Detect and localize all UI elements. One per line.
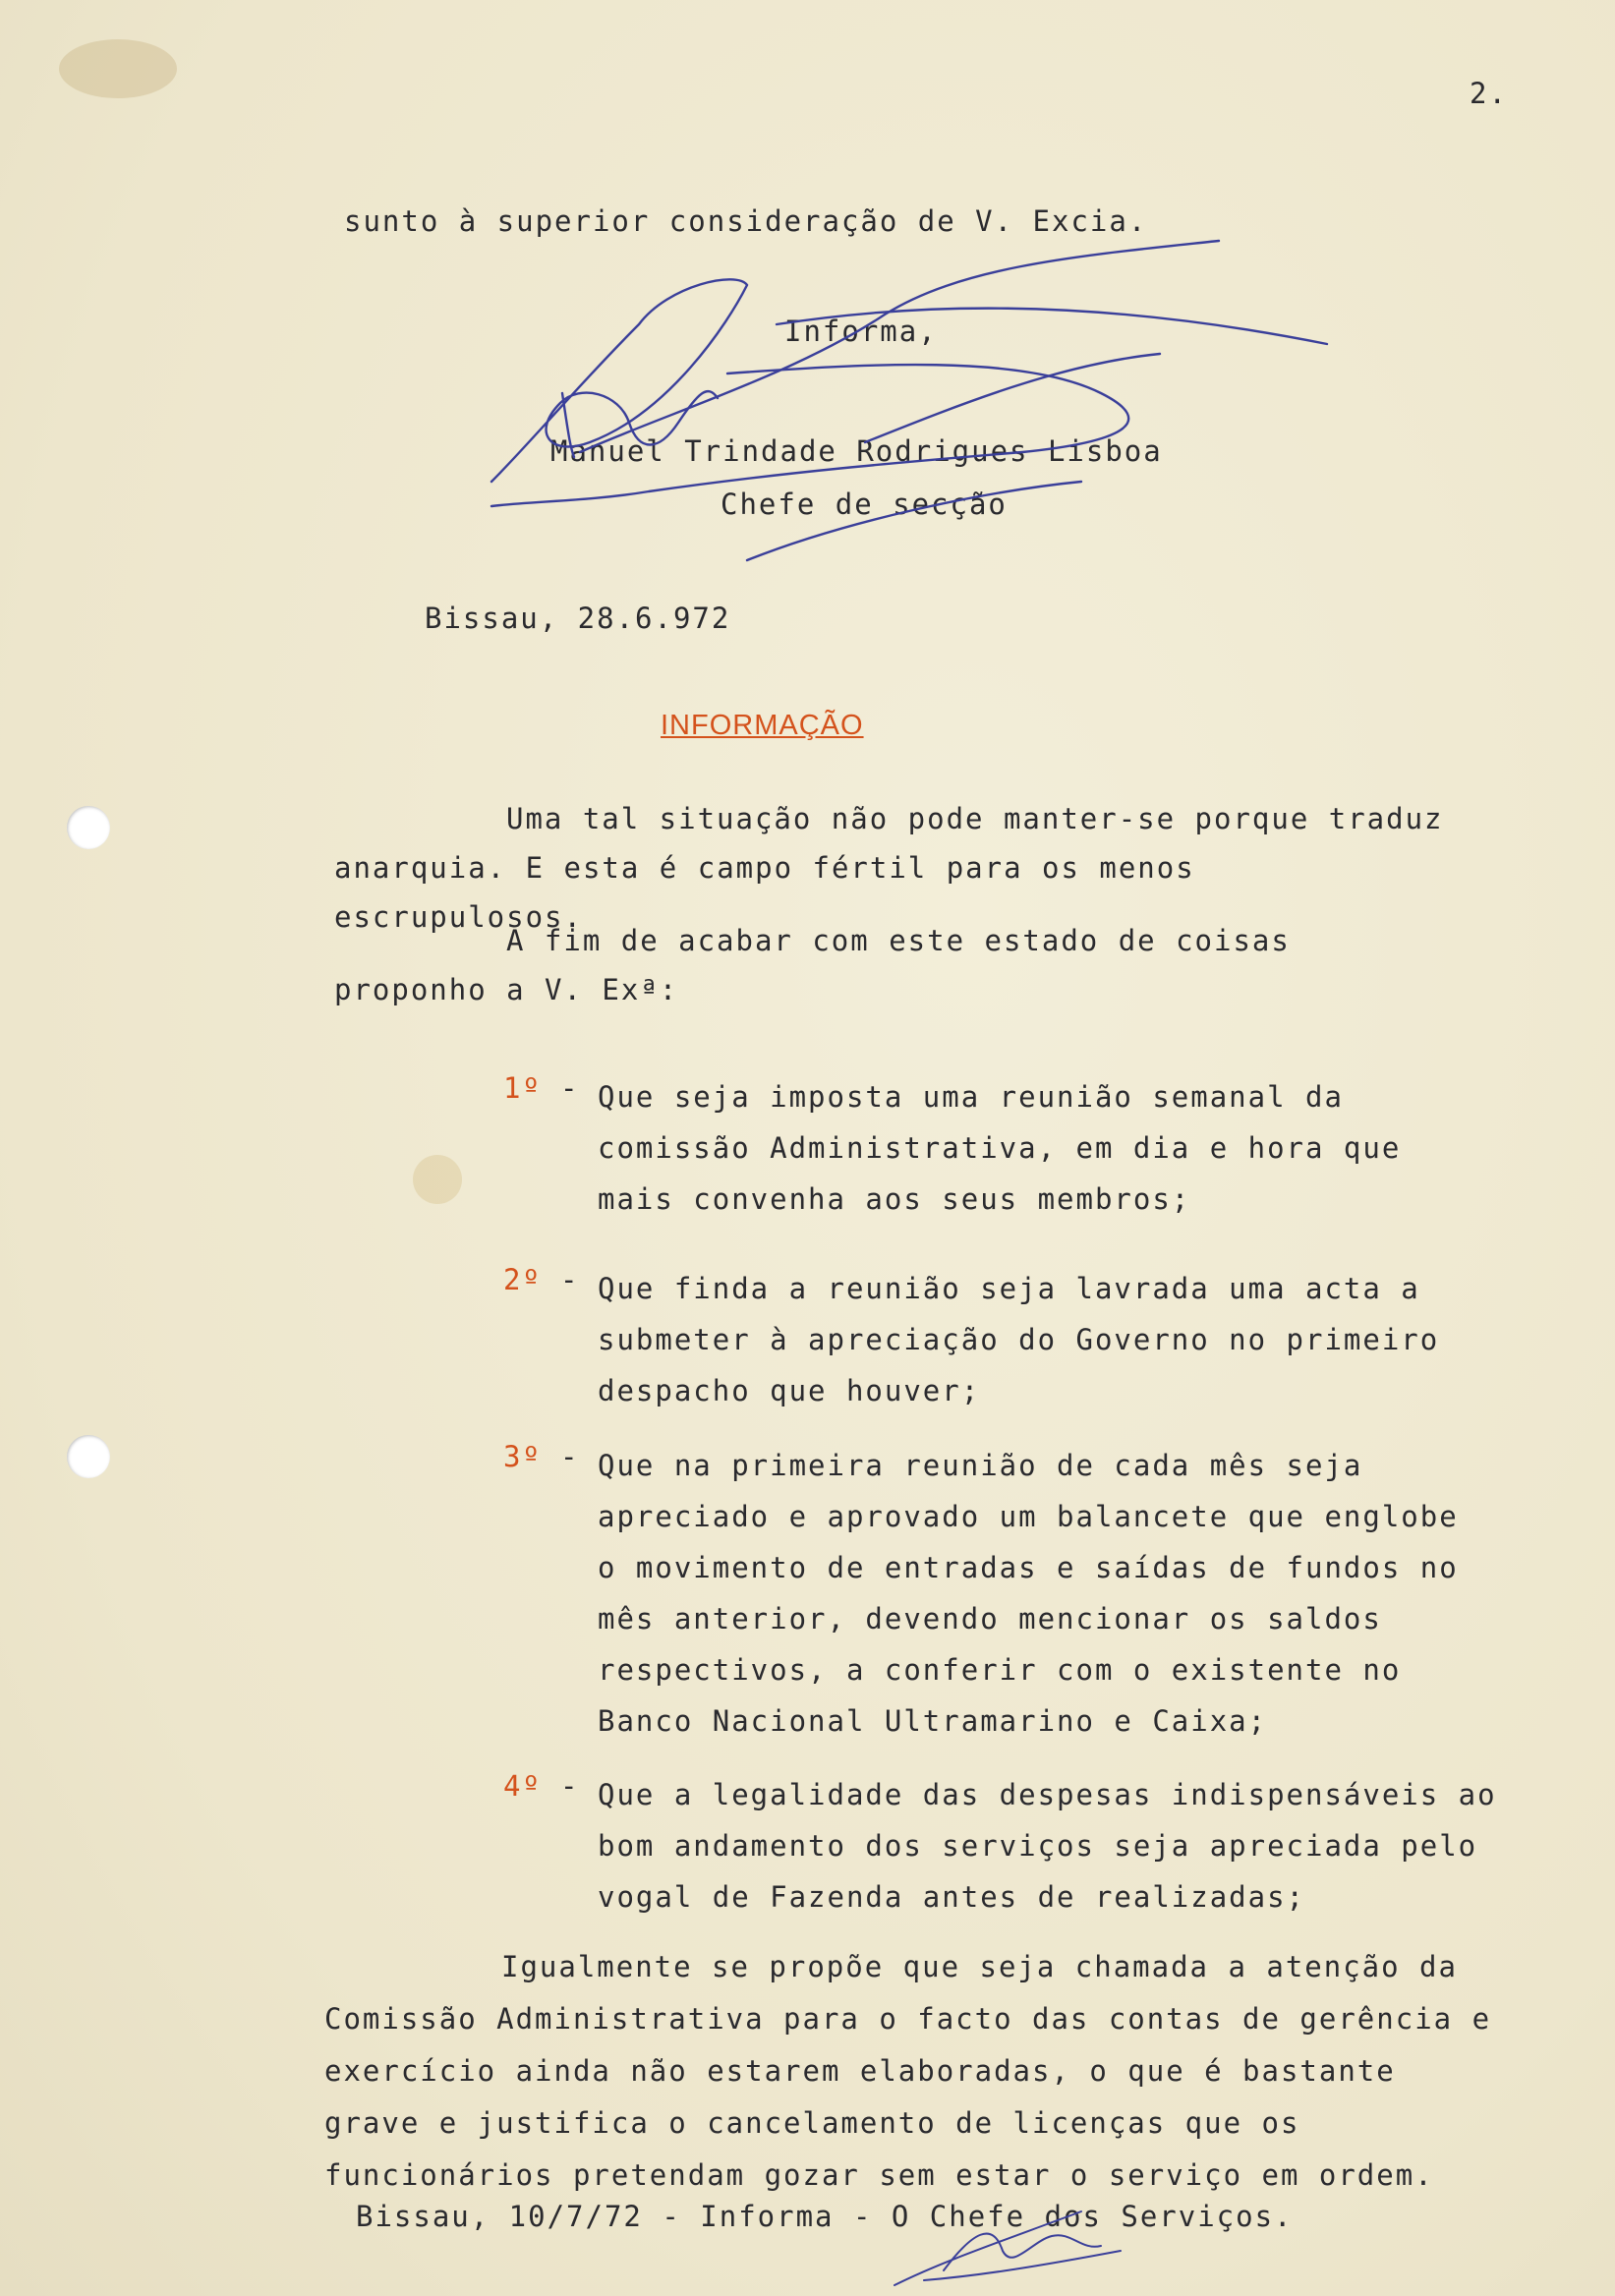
paragraph-1-text: Uma tal situação não pode manter-se porque traduz anarquia. E esta é campo fértil para os menos escrupulosos. [334,802,1444,934]
paper-stain [59,39,177,98]
item-text: Que na primeira reunião de cada mês seja apreciado e aprovado um balancete que englobe o movimento de entradas e saídas de fundos no mês anterior, devendo mencionar os saldos respectivos, a conferir com o existente no Banco Nacional Ultramarino e Caixa; [598,1449,1459,1738]
signatory-role: Chefe de secção [721,488,1008,521]
item-dash: - [560,1071,580,1105]
date-1: Bissau, 28.6.972 [425,602,731,635]
paragraph-3 [324,1941,1504,2202]
section-title: INFORMAÇÃO [661,710,864,741]
item-dash: - [560,1769,580,1803]
handwritten-signature [472,246,1337,560]
footer-line: Bissau, 10/7/72 - Informa - O Chefe dos Serviços. [356,2200,1294,2233]
item-dash: - [560,1440,580,1473]
item-text: Que finda a reunião seja lavrada uma acta a submeter à apreciação do Governo no primeiro despacho que houver; [598,1272,1440,1407]
item-number: 4º [503,1769,542,1803]
opening-line: sunto à superior consideração de V. Excia. [344,204,1148,238]
item-text: Que seja imposta uma reunião semanal da comissão Administrativa, em dia e hora que mais convenha aos seus membros; [598,1080,1402,1216]
item-number: 1º [503,1071,542,1105]
item-number: 2º [503,1263,542,1296]
informa-label: Informa, [784,315,938,348]
item-text: Que a legalidade das despesas indispensáveis ao bom andamento dos serviços seja apreciada pelo vogal de Fazenda antes de realizadas; [598,1778,1497,1914]
paragraph-3-text: Igualmente se propõe que seja chamada a atenção da Comissão Administrativa para o facto das contas de gerência e exercício ainda não estarem elaboradas, o que é bastante grave e justifica o cancelamento de licenças que os funcionários pretendam gozar sem estar o serviço em ordem. [324,1950,1492,2192]
paper-stain [413,1155,462,1204]
item-number: 3º [503,1440,542,1473]
item-dash: - [560,1263,580,1296]
footer-signature [885,2192,1140,2290]
punch-hole [67,1435,110,1478]
signatory-name: Manuel Trindade Rodrigues Lisboa [550,434,1163,468]
punch-hole [67,806,110,849]
page-number: 2. [1470,77,1508,110]
paragraph-2 [334,916,1455,1014]
paragraph-2-text: A fim de acabar com este estado de coisas proponho a V. Exª: [334,924,1291,1006]
